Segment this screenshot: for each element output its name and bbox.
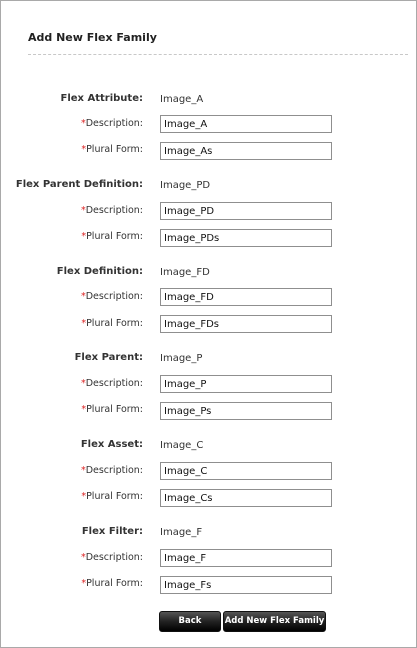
required-marker: * xyxy=(80,378,86,389)
page-title: Add New Flex Family xyxy=(28,31,157,44)
required-marker: * xyxy=(81,231,87,242)
description-label: *Description: xyxy=(80,465,143,476)
plural-form-label: *Plural Form: xyxy=(81,578,143,589)
flex-attribute-plural-input[interactable] xyxy=(160,142,332,160)
flex-filter-description-input[interactable] xyxy=(160,549,332,567)
section-label-flex-parent-definition: Flex Parent Definition: xyxy=(15,179,143,190)
section-label-flex-filter: Flex Filter: xyxy=(81,526,143,537)
required-marker: * xyxy=(80,465,86,476)
required-marker: * xyxy=(81,318,87,329)
section-label-flex-attribute: Flex Attribute: xyxy=(60,93,143,104)
section-label-flex-definition: Flex Definition: xyxy=(56,266,143,277)
required-marker: * xyxy=(81,491,87,502)
required-marker: * xyxy=(81,404,87,415)
required-marker: * xyxy=(80,205,86,216)
section-value-flex-parent-definition: Image_PD xyxy=(160,180,211,191)
section-value-flex-definition: Image_FD xyxy=(160,267,210,278)
add-new-flex-family-button[interactable]: Add New Flex Family xyxy=(223,611,326,632)
flex-parent-definition-plural-input[interactable] xyxy=(160,229,332,247)
description-label: *Description: xyxy=(80,552,143,563)
back-button[interactable]: Back xyxy=(159,611,221,632)
plural-form-label: *Plural Form: xyxy=(81,144,143,155)
flex-parent-plural-input[interactable] xyxy=(160,402,332,420)
required-marker: * xyxy=(81,144,87,155)
required-marker: * xyxy=(81,578,87,589)
description-label: *Description: xyxy=(80,378,143,389)
section-value-flex-filter: Image_F xyxy=(160,527,203,538)
section-value-flex-parent: Image_P xyxy=(160,353,203,364)
description-label: *Description: xyxy=(80,291,143,302)
section-label-flex-parent: Flex Parent: xyxy=(74,352,143,363)
description-label: *Description: xyxy=(80,205,143,216)
plural-form-label: *Plural Form: xyxy=(81,404,143,415)
plural-form-label: *Plural Form: xyxy=(81,491,143,502)
flex-filter-plural-input[interactable] xyxy=(160,576,332,594)
title-divider xyxy=(28,54,408,55)
flex-definition-description-input[interactable] xyxy=(160,288,332,306)
flex-parent-description-input[interactable] xyxy=(160,375,332,393)
section-label-flex-asset: Flex Asset: xyxy=(80,439,143,450)
plural-form-label: *Plural Form: xyxy=(81,318,143,329)
required-marker: * xyxy=(80,118,86,129)
required-marker: * xyxy=(80,552,86,563)
section-value-flex-attribute: Image_A xyxy=(160,94,204,105)
required-marker: * xyxy=(80,291,86,302)
flex-definition-plural-input[interactable] xyxy=(160,315,332,333)
flex-asset-plural-input[interactable] xyxy=(160,489,332,507)
flex-asset-description-input[interactable] xyxy=(160,462,332,480)
flex-parent-definition-description-input[interactable] xyxy=(160,202,332,220)
flex-attribute-description-input[interactable] xyxy=(160,115,332,133)
plural-form-label: *Plural Form: xyxy=(81,231,143,242)
section-value-flex-asset: Image_C xyxy=(160,440,204,451)
description-label: *Description: xyxy=(80,118,143,129)
